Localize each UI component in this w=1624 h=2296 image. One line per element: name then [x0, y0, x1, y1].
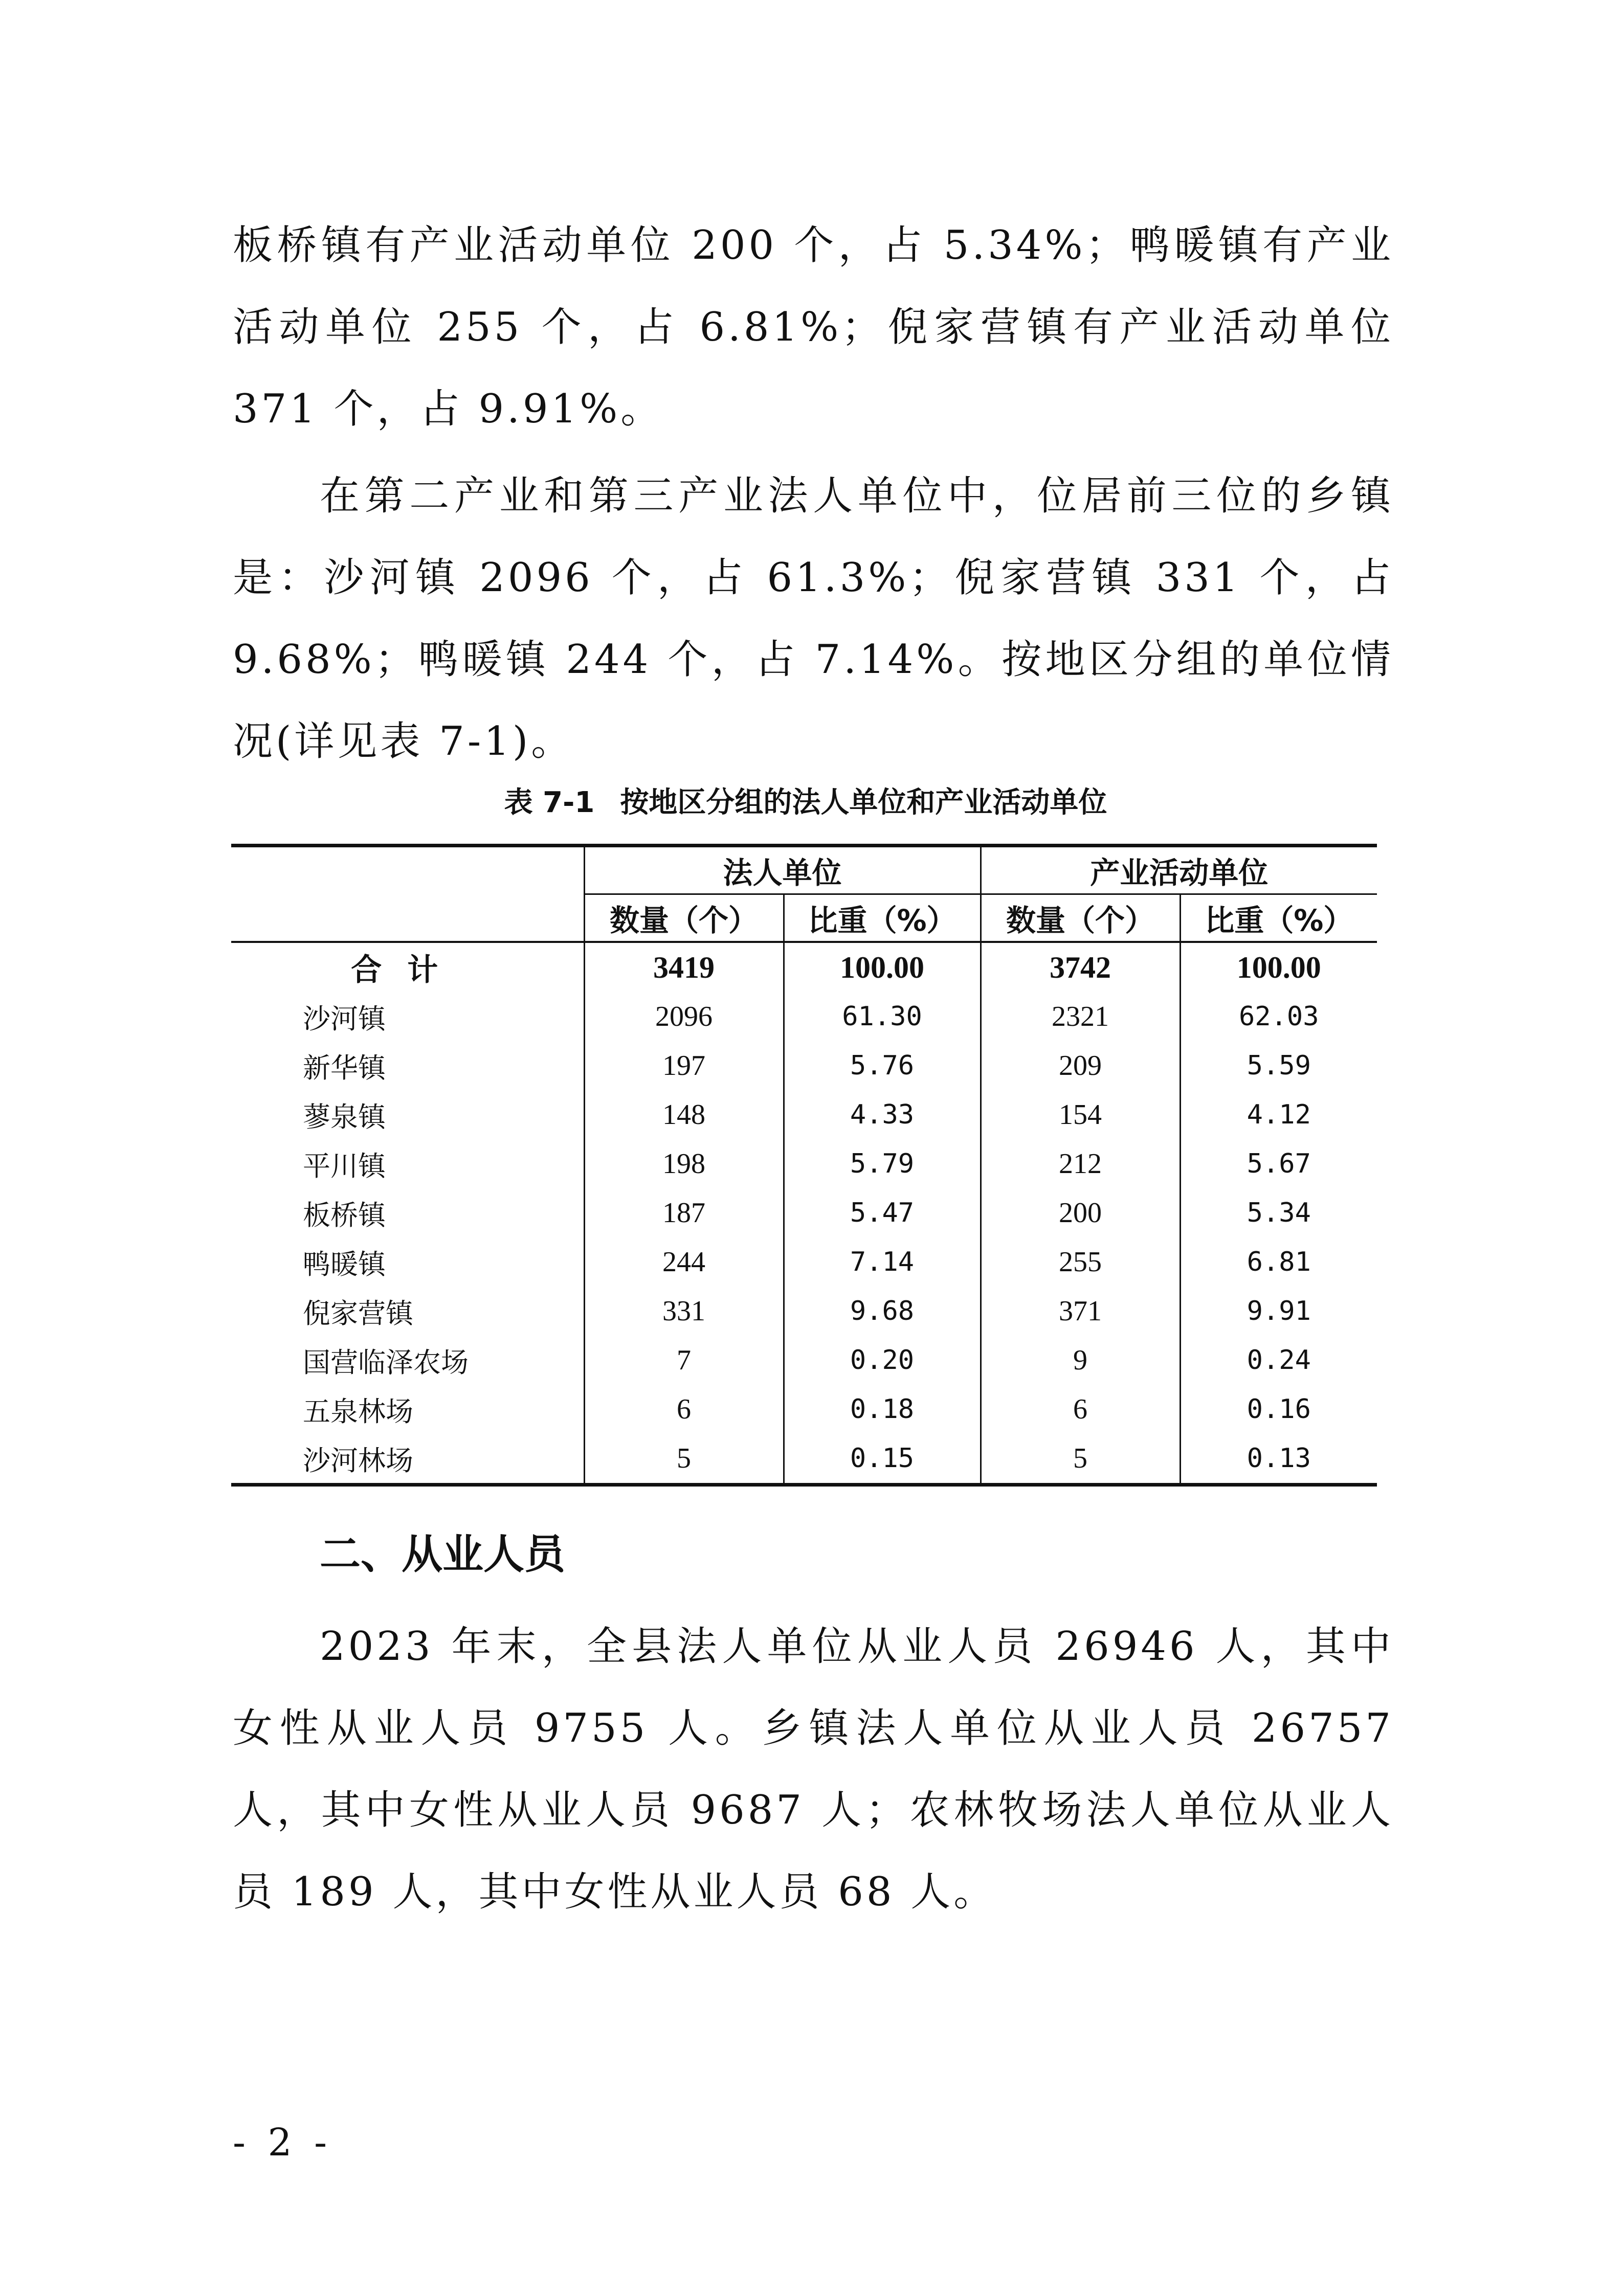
row-name: 蓼泉镇 — [303, 1100, 386, 1133]
total-activity-count: 3742 — [981, 942, 1180, 992]
row-legal-count: 197 — [584, 1041, 784, 1090]
row-name: 鸭暖镇 — [303, 1248, 386, 1280]
header-activity-pct: 比重（%） — [1180, 894, 1377, 942]
row-name: 五泉林场 — [303, 1395, 413, 1428]
row-name: 沙河镇 — [303, 1002, 386, 1035]
row-legal-pct: 5.79 — [784, 1139, 981, 1188]
row-activity-pct: 62.03 — [1180, 992, 1377, 1041]
row-legal-pct: 7.14 — [784, 1237, 981, 1287]
table-row — [231, 1090, 1377, 1139]
header-legal-count: 数量（个） — [584, 894, 784, 942]
row-activity-count: 371 — [981, 1287, 1180, 1336]
row-legal-pct: 9.68 — [784, 1287, 981, 1336]
table-group-header-row — [231, 846, 1377, 894]
row-activity-pct: 4.12 — [1180, 1090, 1377, 1139]
header-blank-cell — [231, 846, 584, 894]
row-legal-pct: 5.47 — [784, 1188, 981, 1237]
row-activity-pct: 0.16 — [1180, 1385, 1377, 1434]
row-legal-pct: 0.15 — [784, 1434, 981, 1485]
table-row — [231, 1434, 1377, 1485]
row-activity-count: 209 — [981, 1041, 1180, 1090]
row-activity-count: 9 — [981, 1336, 1180, 1385]
row-legal-count: 6 — [584, 1385, 784, 1434]
table-sub-header-row — [231, 894, 1377, 942]
paragraph-employees: 2023 年末，全县法人单位从业人员 26946 人，其中女性从业人员 9755 人。乡镇法人单位从业人员 26757 人，其中女性从业人员 9687 人；农林牧场法人单位从业人员 189 人，其中女性从业人员 68 人。 — [233, 1624, 1394, 1915]
table-title: 按地区分组的法人单位和产业活动单位 — [620, 786, 1107, 819]
row-activity-count: 200 — [981, 1188, 1180, 1237]
row-legal-pct: 4.33 — [784, 1090, 981, 1139]
table-row — [231, 1385, 1377, 1434]
total-activity-pct: 100.00 — [1180, 942, 1377, 992]
row-legal-pct: 0.18 — [784, 1385, 981, 1434]
table-row — [231, 1041, 1377, 1090]
row-activity-pct: 0.24 — [1180, 1336, 1377, 1385]
row-activity-count: 212 — [981, 1139, 1180, 1188]
total-label: 合计 — [351, 952, 464, 988]
row-name: 新华镇 — [303, 1051, 386, 1084]
table-row — [231, 1139, 1377, 1188]
section-title: 二、从业人员 — [320, 1530, 565, 1578]
row-activity-count: 6 — [981, 1385, 1180, 1434]
row-activity-count: 5 — [981, 1434, 1180, 1485]
row-legal-count: 148 — [584, 1090, 784, 1139]
header-activity-units: 产业活动单位 — [981, 846, 1377, 894]
table-caption — [233, 782, 1378, 823]
table-row — [231, 1237, 1377, 1287]
row-legal-pct: 5.76 — [784, 1041, 981, 1090]
header-activity-count: 数量（个） — [981, 894, 1180, 942]
row-name: 板桥镇 — [303, 1199, 386, 1231]
page-number: - 2 - — [233, 2121, 332, 2165]
header-legal-units: 法人单位 — [584, 846, 981, 894]
row-activity-count: 154 — [981, 1090, 1180, 1139]
row-activity-pct: 5.67 — [1180, 1139, 1377, 1188]
row-activity-pct: 5.59 — [1180, 1041, 1377, 1090]
row-name: 倪家营镇 — [303, 1297, 413, 1330]
table-row — [231, 1188, 1377, 1237]
paragraph-top-three-towns: 在第二产业和第三产业法人单位中，位居前三位的乡镇是：沙河镇 2096 个，占 61.3%；倪家营镇 331 个，占 9.68%；鸭暖镇 244 个，占 7.14%。按地区分组的单位情况(详见表 7-1)。 — [233, 473, 1394, 764]
row-legal-count: 2096 — [584, 992, 784, 1041]
table-total-row — [231, 942, 1377, 992]
table-number: 表 7-1 — [504, 786, 595, 819]
row-name: 国营临泽农场 — [303, 1346, 469, 1379]
row-activity-pct: 9.91 — [1180, 1287, 1377, 1336]
row-legal-count: 7 — [584, 1336, 784, 1385]
units-by-region-table — [231, 844, 1377, 1487]
row-activity-pct: 5.34 — [1180, 1188, 1377, 1237]
row-activity-count: 255 — [981, 1237, 1180, 1287]
table-row — [231, 992, 1377, 1041]
row-activity-count: 2321 — [981, 992, 1180, 1041]
row-name: 沙河林场 — [231, 1434, 584, 1485]
row-legal-pct: 61.30 — [784, 992, 981, 1041]
total-legal-pct: 100.00 — [784, 942, 981, 992]
row-legal-pct: 0.20 — [784, 1336, 981, 1385]
row-activity-pct: 6.81 — [1180, 1237, 1377, 1287]
row-activity-pct: 0.13 — [1180, 1434, 1377, 1485]
header-legal-pct: 比重（%） — [784, 894, 981, 942]
table-row — [231, 1336, 1377, 1385]
row-legal-count: 244 — [584, 1237, 784, 1287]
row-legal-count: 198 — [584, 1139, 784, 1188]
row-legal-count: 187 — [584, 1188, 784, 1237]
total-legal-count: 3419 — [584, 942, 784, 992]
header-blank-cell — [231, 894, 584, 942]
row-legal-count: 5 — [584, 1434, 784, 1485]
row-name: 平川镇 — [303, 1150, 386, 1182]
paragraph-activity-units: 板桥镇有产业活动单位 200 个，占 5.34%；鸭暖镇有产业活动单位 255 个，占 6.81%；倪家营镇有产业活动单位 371 个，占 9.91%。 — [233, 222, 1394, 432]
row-legal-count: 331 — [584, 1287, 784, 1336]
table-row — [231, 1287, 1377, 1336]
